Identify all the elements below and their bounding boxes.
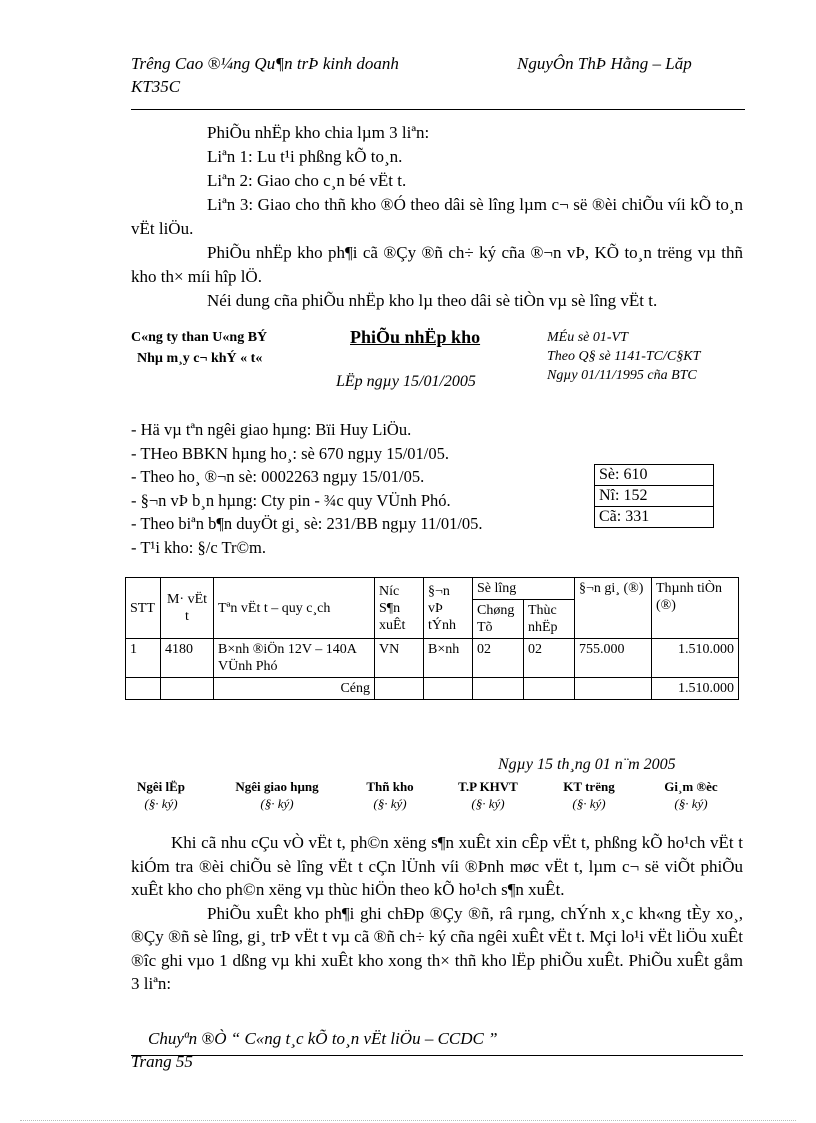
intro-p3: Liªn 2: Giao cho c¸n bé vËt t. xyxy=(207,171,407,190)
signature-chief-accountant xyxy=(534,778,644,812)
signature-title: Thñ kho xyxy=(366,779,414,794)
receipt-table xyxy=(125,577,739,700)
col-amount: Thµnh tiÒn (®) xyxy=(652,578,739,639)
cell-price: 755.000 xyxy=(575,639,652,678)
body-p2: PhiÕu xuÊt kho ph¶i ghi chÐp ®Çy ®ñ, râ rµng, chÝnh x¸c kh«ng tÈy xo¸, ®Çy ®ñ sè lîng, gi¸ trÞ vËt t vµ cã ®ñ ch÷ ký cña ngêi xuÊt vËt t. Mçi lo¹i vËt liÖu xuÊt ®îc ghi vµo 1 dßng vµ khi xuÊt kho xong th× thñ kho lËp phiÕu xuÊt. PhiÕu xuÊt gåm 3 liªn: xyxy=(131,903,743,993)
body-p1: Khi cã nhu cÇu vÒ vËt t, ph©n xëng s¶n xuÊt xin cÊp vËt t, phßng kÕ ho¹ch vËt t kiÓm tra ®èi chiÕu sè lîng vËt t cÇn lÜnh víi ®Þnh møc vËt t, lµm c¬ së viÕt phiÕu xuÊt kho cho ph©n xëng vµ thùc hiÖn theo kÕ ho¹ch s¶n xuÊt. xyxy=(131,833,743,899)
signature-planning-head xyxy=(433,778,543,812)
signature-status: (§· ký) xyxy=(144,796,178,811)
table-header-row xyxy=(126,578,739,600)
accounting-ref-box xyxy=(594,464,714,528)
detail-line: - Theo ho¸ ®¬n sè: 0002263 ngµy 15/01/05. xyxy=(131,467,425,486)
col-name: Tªn vËt t – quy c¸ch xyxy=(214,578,375,639)
col-quantity: Sè lîng xyxy=(473,578,575,600)
detail-line: - §¬n vÞ b¸n hµng: Cty pin - ¾c quy VÜnh Phó. xyxy=(131,490,451,510)
signature-storekeeper xyxy=(335,778,445,812)
page-number: Trang 55 xyxy=(131,1052,193,1071)
signature-title: Gi¸m ®èc xyxy=(664,779,718,794)
intro-p5: PhiÕu nhËp kho ph¶i cã ®Çy ®ñ ch÷ ký cña ®¬n vÞ, KÕ to¸n trëng vµ thñ kho th× míi hîp lÖ. xyxy=(131,243,743,286)
intro-p2: Liªn 1: Lu t¹i phßng kÕ to¸n. xyxy=(207,147,403,166)
form-regulation: Theo Q§ sè 1141-TC/C§KT xyxy=(547,349,701,364)
cell-code: 4180 xyxy=(161,639,214,678)
col-stt: STT xyxy=(126,578,161,639)
total-label: Céng xyxy=(214,678,375,700)
cell-stt: 1 xyxy=(126,639,161,678)
signature-status: (§· ký) xyxy=(674,796,708,811)
form-date: LËp ngµy 15/01/2005 xyxy=(336,373,476,390)
cell-name: B×nh ®iÖn 12V – 140A VÜnh Phó xyxy=(214,639,375,678)
intro-p1: PhiÕu nhËp kho chia lµm 3 liªn: xyxy=(207,123,430,142)
signature-title: Ngêi lËp xyxy=(136,779,186,794)
delivery-details xyxy=(131,418,483,559)
detail-line: - Theo biªn b¶n duyÖt gi¸ sè: 231/BB ngµy 11/01/05. xyxy=(131,514,483,533)
col-code: M· vËt t xyxy=(161,578,214,639)
voucher-number: Sè: 610 xyxy=(595,465,714,486)
total-amount: 1.510.000 xyxy=(652,678,739,700)
col-qty-doc: Chøng Tõ xyxy=(473,600,524,639)
intro-p4: Liªn 3: Giao cho thñ kho ®Ó theo dâi sè lîng lµm c¬ së ®èi chiÕu víi kÕ to¸n vËt liÖu. xyxy=(131,195,743,238)
factory-name: Nhµ m¸y c¬ khÝ « t« xyxy=(137,351,263,366)
header-school: Trêng Cao ®¼ng Qu¶n trÞ kinh doanh xyxy=(131,54,399,73)
header-rule xyxy=(131,109,745,110)
form-number: MÉu sè 01-VT xyxy=(547,330,628,345)
company-name: C«ng ty than U«ng BÝ xyxy=(131,330,268,345)
cell-qty-doc: 02 xyxy=(473,639,524,678)
col-price: §¬n gi¸ (®) xyxy=(575,578,652,639)
table-row xyxy=(126,639,739,678)
form-title: PhiÕu nhËp kho xyxy=(350,327,481,347)
total-row xyxy=(126,678,739,700)
credit-account: Cã: 331 xyxy=(595,507,714,528)
cell-unit: B×nh xyxy=(424,639,473,678)
body-text xyxy=(131,831,743,996)
col-qty-actual: Thùc nhËp xyxy=(524,600,575,639)
form-regulation-date: Ngµy 01/11/1995 cña BTC xyxy=(547,368,697,383)
signature-status: (§· ký) xyxy=(373,796,407,811)
signature-title: KT trëng xyxy=(563,779,615,794)
cell-amount: 1.510.000 xyxy=(652,639,739,678)
signature-preparer xyxy=(106,778,216,812)
signature-title: T.P KHVT xyxy=(458,779,518,794)
signature-date: Ngµy 15 th¸ng 01 n¨m 2005 xyxy=(498,756,676,773)
detail-line: - THeo BBKN hµng ho¸: sè 670 ngµy 15/01/05. xyxy=(131,443,449,463)
detail-line: - T¹i kho: §/c Tr©m. xyxy=(131,537,266,557)
signature-director xyxy=(636,778,746,812)
detail-line: - Hä vµ tªn ngêi giao hµng: Bïi Huy LiÖu. xyxy=(131,420,412,439)
header-author: NguyÔn ThÞ Hằng – Lăp xyxy=(517,54,692,73)
signature-title: Ngêi giao hµng xyxy=(235,779,319,794)
cell-qty-actual: 02 xyxy=(524,639,575,678)
col-origin: Níc S¶n xuÊt xyxy=(375,578,424,639)
page-edge xyxy=(20,1120,796,1121)
footer-rule xyxy=(131,1055,743,1056)
footer-topic: Chuyªn ®Ò “ C«ng t¸c kÕ to¸n vËt liÖu – CCDC ” xyxy=(148,1029,498,1048)
debit-account: Nî: 152 xyxy=(595,486,714,507)
cell-origin: VN xyxy=(375,639,424,678)
signature-status: (§· ký) xyxy=(260,796,294,811)
intro-text xyxy=(131,121,743,313)
signature-deliverer xyxy=(222,778,332,812)
intro-p6: Néi dung cña phiÕu nhËp kho lµ theo dâi sè tiÒn vµ sè lîng vËt t. xyxy=(207,291,658,310)
col-unit: §¬n vÞ tÝnh xyxy=(424,578,473,639)
header-class: KT35C xyxy=(131,77,181,96)
signature-status: (§· ký) xyxy=(471,796,505,811)
signature-status: (§· ký) xyxy=(572,796,606,811)
